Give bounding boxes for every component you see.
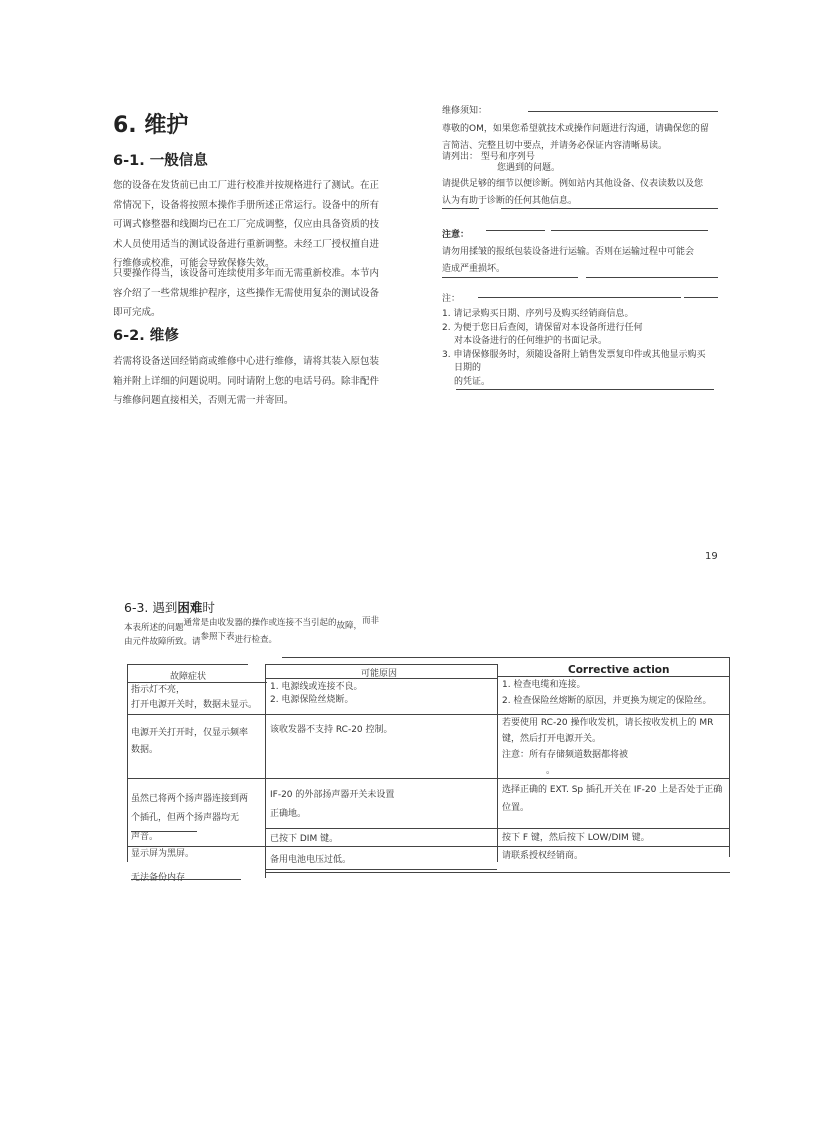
- table-cell: 备用电池电压过低。: [270, 855, 352, 865]
- troubleshooting-table: [0, 580, 838, 1122]
- repair-paragraph: [113, 352, 398, 411]
- intro-text: 进行检查。: [234, 635, 278, 645]
- cell-line: 1. 电源线或连接不良。: [270, 682, 363, 692]
- text-line: 可调式修整器和线圈均已在工厂完成调整，仅应由具备资质的技: [113, 219, 380, 230]
- notice-paragraph: [442, 121, 732, 155]
- caution-paragraph: [442, 244, 732, 278]
- general-heading: 6-1. 一般信息: [113, 153, 208, 169]
- list-item: 3. 申请保修服务时，须随设备附上销售发票复印件或其他显示购买: [442, 349, 706, 360]
- text-line: 只要操作得当，该设备可连续使用多年而无需重新校准。本节内: [113, 268, 380, 279]
- cell-line: 正确地。: [270, 809, 307, 819]
- table-cell: [502, 715, 713, 779]
- caution-label: 注意：: [442, 230, 470, 240]
- cell-line: 位置。: [502, 803, 530, 813]
- text-line: 常情况下，设备将按照本操作手册所述正常运行。设备中的所有: [113, 199, 380, 211]
- text-line: 请提供足够的细节以便诊断。例如站内其他设备、仪表读数以及您: [442, 179, 704, 189]
- cell-line: 若要使用 RC-20 操作收发机，请长按收发机上的 MR: [502, 718, 714, 728]
- intro-text: 故障，: [336, 621, 363, 631]
- text-line: 若需将设备送回经销商或维修中心进行维修，请将其装入原包装: [113, 356, 380, 367]
- divider: [442, 277, 578, 278]
- list-item: 2. 为便于您日后查阅，请保留对本设备所进行任何: [442, 322, 643, 333]
- table-rule: [131, 831, 197, 832]
- list-item: 日期的: [454, 363, 482, 373]
- page-number: 19: [705, 551, 718, 562]
- intro-text: 参照下表: [200, 632, 235, 642]
- intro-text: 由元件故障所致。请: [124, 637, 201, 647]
- cell-line: 2. 电源保险丝烧断。: [270, 695, 354, 705]
- table-cell: 无法备份内存: [131, 873, 186, 883]
- problem-line: 您遇到的问题。: [497, 163, 561, 173]
- text-line: 行维修或校准，可能会导致保修失效。: [113, 258, 275, 269]
- text-line: 箱并附上详细的问题说明。同时请附上您的电话号码。除非配件: [113, 375, 380, 387]
- list-item: 对本设备进行的任何维护的书面记录。: [454, 336, 608, 346]
- table-rule: [131, 879, 241, 880]
- cell-line: 2. 检查保险丝熔断的原因，并更换为规定的保险丝。: [502, 696, 712, 706]
- table-rule: [497, 664, 498, 862]
- text-line: 造成严重损坏。: [442, 264, 506, 274]
- notice-label: 维修须知：: [442, 106, 488, 116]
- table-cell: [270, 681, 362, 707]
- table-cell: 显示屏为黑屏。: [131, 849, 195, 859]
- cell-line: IF-20 的外部扬声器开关未设置: [270, 790, 395, 800]
- cell-line: 个插孔，但两个扬声器均无: [131, 813, 240, 823]
- divider: [442, 208, 479, 209]
- intro-text: 通常是由收发器的操作或连接不当引起的: [183, 618, 337, 628]
- table-cell: 请联系授权经销商。: [502, 851, 584, 861]
- divider: [486, 230, 545, 231]
- cell-line: 打开电源开关时，数据未显示。: [131, 700, 258, 710]
- note-label: 注：: [442, 294, 461, 304]
- notes-list: [442, 308, 732, 389]
- text-line: 尊敬的OM，如果您希望就技术或操作问题进行沟通，请确保您的留: [442, 124, 709, 134]
- table-cell: [502, 677, 711, 709]
- cell-line: 声音。: [131, 832, 159, 842]
- lower-page: [0, 580, 838, 1122]
- list-item: 1. 请记录购买日期、序列号及购买经销商信息。: [442, 309, 634, 319]
- table-cell: 按下 F 键，然后按下 LOW/DIM 键。: [502, 833, 650, 843]
- cell-line: 键，然后打开电源开关。: [502, 734, 602, 744]
- table-rule: [127, 778, 730, 779]
- cell-line: 1. 检查电缆和连接。: [502, 680, 586, 690]
- table-cell: [131, 683, 257, 713]
- text-line: 言简洁、完整且切中要点，并请务必保证内容清晰易读。: [442, 141, 668, 151]
- table-cell: [502, 781, 722, 817]
- table-rule: [127, 664, 128, 862]
- section-title: 6. 维护: [113, 113, 189, 138]
- cell-line: 指示灯不亮，: [131, 685, 186, 695]
- cell-line: 选择正确的 EXT. Sp 插孔开关在 IF-20 上是否处于正确: [502, 785, 723, 795]
- list-out-line: 请列出： 型号和序列号: [442, 152, 535, 162]
- cell-line: 。: [546, 766, 556, 776]
- intro-text: 本表所述的问题: [124, 623, 184, 633]
- divider: [551, 230, 708, 231]
- cell-line: 注意：所有存储频道数据都将被: [502, 750, 629, 760]
- divider: [478, 297, 681, 298]
- text-line: 请勿用揉皱的报纸包装设备进行运输。否则在运输过程中可能会: [442, 247, 695, 257]
- table-rule: [127, 846, 730, 847]
- heading-text: 时: [202, 600, 215, 615]
- table-rule: [127, 664, 248, 665]
- table-rule: [265, 869, 497, 870]
- heading-bold-text: 困难: [177, 600, 203, 615]
- divider: [586, 277, 718, 278]
- general-paragraph-2: [113, 264, 398, 323]
- intro-text: 而非: [362, 616, 380, 626]
- table-rule: [265, 828, 730, 829]
- divider: [501, 208, 718, 209]
- table-cell: 已按下 DIM 键。: [270, 834, 339, 844]
- text-line: 术人员使用适当的测试设备进行重新调整。未经工厂授权擅自进: [113, 238, 380, 250]
- text-line: 您的设备在发货前已由工厂进行校准并按规格进行了测试。在正: [113, 180, 380, 191]
- text-line: 容介绍了一些常规维护程序，这些操作无需使用复杂的测试设备: [113, 287, 380, 299]
- table-cell: [131, 790, 248, 847]
- text-line: 与维修问题直接相关，否则无需一并寄回。: [113, 395, 294, 406]
- table-cell: [270, 786, 394, 824]
- cell-line: 电源开关打开时，仅显示频率: [131, 728, 249, 738]
- detail-paragraph: [442, 176, 732, 210]
- table-rule: [265, 664, 497, 665]
- table-cell: [131, 725, 248, 759]
- text-line: 认为有助于诊断的任何其他信息。: [442, 196, 578, 206]
- heading-text: 6-3. 遇到: [124, 600, 178, 615]
- column-header-symptom: 故障症状: [170, 672, 207, 682]
- table-rule: [282, 657, 730, 658]
- table-cell: 该收发器不支持 RC-20 控制。: [270, 725, 393, 735]
- table-rule: [729, 657, 730, 857]
- cell-line: 虽然已将两个扬声器连接到两: [131, 794, 249, 804]
- table-rule: [265, 872, 730, 873]
- column-header-cause: 可能原因: [361, 669, 398, 679]
- divider: [684, 297, 718, 298]
- text-line: 即可完成。: [113, 307, 161, 318]
- divider: [528, 111, 718, 112]
- table-rule: [265, 678, 497, 679]
- column-header-action: Corrective action: [568, 664, 670, 676]
- general-paragraph-1: [113, 176, 398, 274]
- repair-heading: 6-2. 维修: [113, 328, 179, 344]
- cell-line: 数据。: [131, 745, 159, 755]
- divider: [456, 389, 714, 390]
- list-item: 的凭证。: [454, 376, 491, 387]
